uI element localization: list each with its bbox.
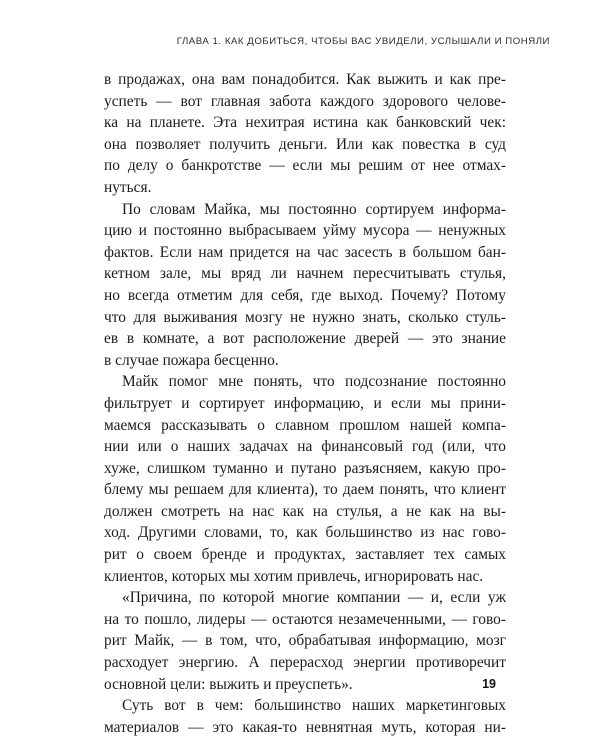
text-line: По словам Майка, мы постоянно сортируем информа- xyxy=(122,200,506,218)
text-line: основной цели: выжить и преуспеть». xyxy=(104,675,353,693)
text-line: ка на планете. Эта нехитрая истина как банковский чек: xyxy=(104,114,506,132)
body-text xyxy=(104,69,506,738)
text-line: ев в комнате, а вот расположение дверей — это знание xyxy=(104,330,506,348)
text-line: клиентов, которых мы хотим привлечь, игнорировать нас. xyxy=(104,567,484,585)
text-line: по делу о банкротстве — если мы решим от нее отмах- xyxy=(104,157,506,175)
text-line: Майк помог мне понять, что подсознание постоянно xyxy=(122,373,506,391)
text-line: что для выживания мозгу не нужно знать, сколько стуль- xyxy=(104,308,506,326)
text-line: «Причина, по которой многие компании — и, если уж xyxy=(122,589,506,607)
text-line: Суть вот в чем: большинство наших маркетинговых xyxy=(122,697,506,715)
text-line: материалов — это какая-то невнятная муть, которая ни- xyxy=(104,718,506,736)
text-line: нии или о наших задачах на финансовый год (или, что xyxy=(104,438,506,456)
text-line: блему мы решаем для клиента), то даем понять, что клиент xyxy=(104,481,506,499)
paragraph xyxy=(104,695,506,738)
text-line: в случае пожара бесценно. xyxy=(104,351,279,369)
text-line: рит о своем бренде и продуктах, заставляет тех самых xyxy=(104,546,506,564)
text-line: успеть — вот главная забота каждого здорового челове- xyxy=(104,92,506,110)
paragraph xyxy=(104,69,506,199)
text-line: в продажах, она вам понадобится. Как выжить и как пре- xyxy=(104,71,506,88)
text-line: на то пошло, лидеры — остаются незамеченными, — гово- xyxy=(104,610,506,628)
text-line: кетном зале, мы вряд ли начнем пересчитывать стулья, xyxy=(104,265,506,283)
text-line: цию и постоянно выбрасываем уйму мусора — ненужных xyxy=(104,222,506,240)
text-line: маемся рассказывать о славном прошлом нашей компа- xyxy=(104,416,506,434)
text-line: фильтрует и сортирует информацию, и если мы прини- xyxy=(104,394,506,412)
text-line: она позволяет получить деньги. Или как повестка в суд xyxy=(104,135,506,153)
text-line: хуже, слишком туманно и путано разъясняем, какую про- xyxy=(104,459,506,477)
text-line: нуться. xyxy=(104,178,152,196)
text-line: рит Майк, — в том, что, обрабатывая информацию, мозг xyxy=(104,632,506,650)
paragraph xyxy=(104,587,506,695)
text-line: должен смотреть на нас как на стулья, а не как на вы- xyxy=(104,502,506,520)
paragraph xyxy=(104,199,506,372)
running-head: ГЛАВА 1. КАК ДОБИТЬСЯ, ЧТОБЫ ВАС УВИДЕЛИ, УСЛЫШАЛИ И ПОНЯЛИ xyxy=(176,36,550,47)
text-line: фактов. Если нам придется на час засесть в большом бан- xyxy=(104,243,506,261)
page-number: 19 xyxy=(482,677,496,691)
text-line: но всегда отметим для себя, где выход. Почему? Потому xyxy=(104,286,506,304)
paragraph xyxy=(104,371,506,587)
text-line: ход. Другими словами, то, как большинство из нас гово- xyxy=(104,524,506,542)
text-line: расходует энергию. А перерасход энергии противоречит xyxy=(104,654,506,672)
